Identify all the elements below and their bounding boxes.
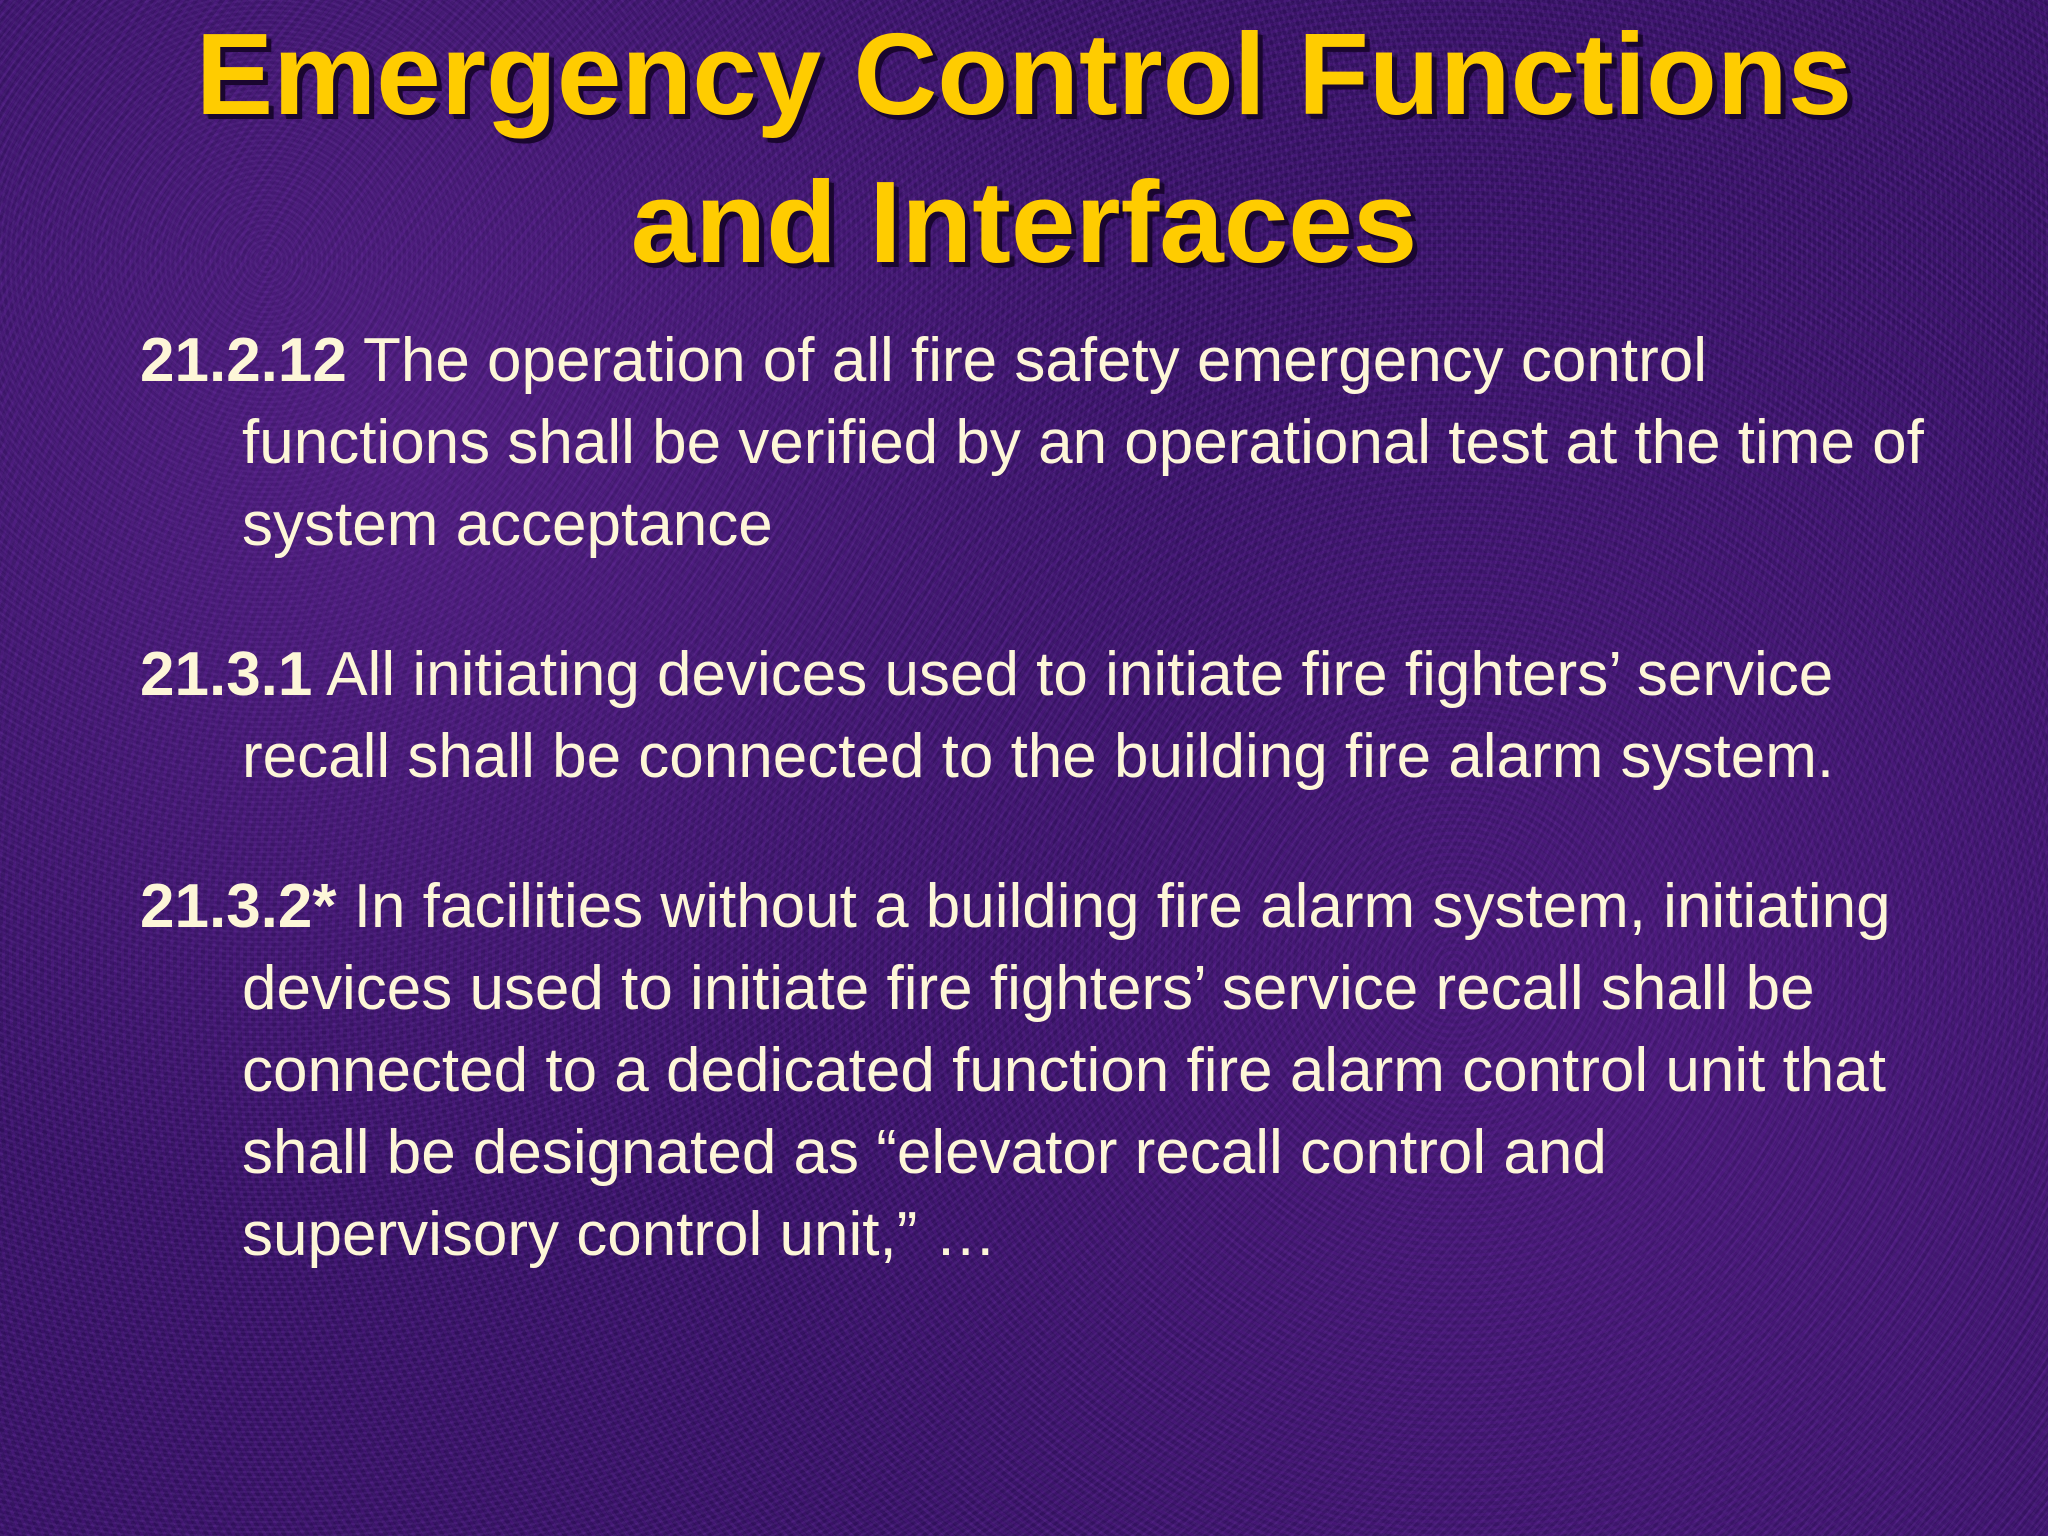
section-number: 21.3.2* <box>140 872 337 941</box>
section-number: 21.2.12 <box>140 326 347 395</box>
slide-title-line-1: Emergency Control Functions <box>195 9 1853 139</box>
section-number: 21.3.1 <box>140 640 313 709</box>
paragraph-text: The operation of all fire safety emergency control functions shall be verified by an operational test at the time of system acceptance <box>242 326 1924 559</box>
body-text <box>140 320 1940 1344</box>
paragraph-21-3-1 <box>140 634 1940 798</box>
paragraph-text: All initiating devices used to initiate fire fighters’ service recall shall be connected to the building fire alarm system. <box>242 640 1835 791</box>
paragraph-text: In facilities without a building fire alarm system, initiating devices used to initiate fire fighters’ service recall shall be connected to a dedicated function fire alarm control unit that shall be designated as “elevator recall control and supervisory control unit,” … <box>242 872 1891 1269</box>
slide-title <box>0 0 2048 296</box>
paragraph-21-2-12 <box>140 320 1940 566</box>
paragraph-21-3-2 <box>140 866 1940 1276</box>
slide-title-line-2: and Interfaces <box>630 157 1418 287</box>
